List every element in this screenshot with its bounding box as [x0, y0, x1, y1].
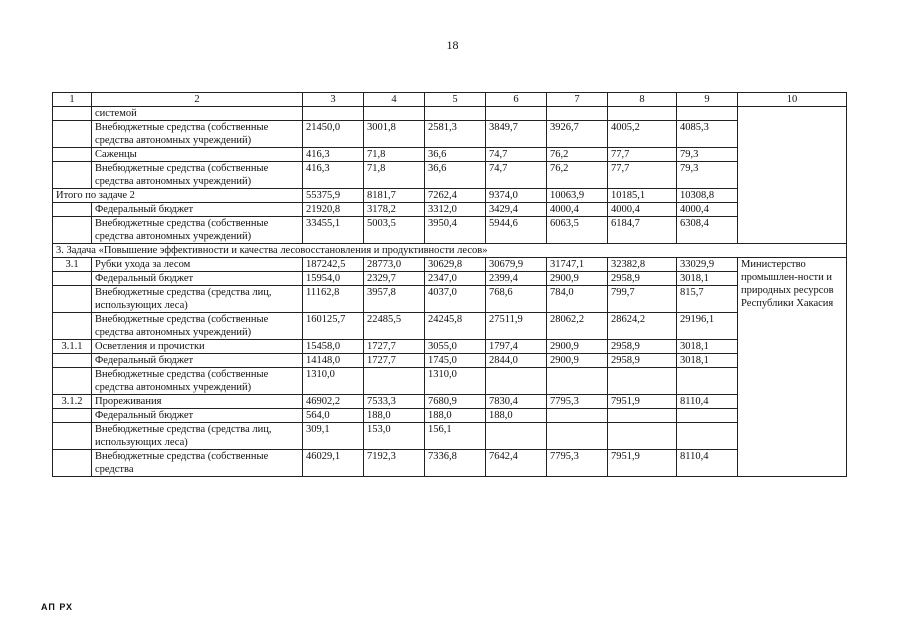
row-number: [53, 121, 92, 148]
value-cell: 28624,2: [608, 313, 677, 340]
value-cell: 3926,7: [547, 121, 608, 148]
table-header-row: [53, 93, 847, 107]
value-cell: 79,3: [677, 162, 738, 189]
row-description: Федеральный бюджет: [92, 409, 303, 423]
value-cell: [608, 368, 677, 395]
row-description: Рубки ухода за лесом: [92, 258, 303, 272]
value-cell: 15954,0: [303, 272, 364, 286]
value-cell: 3001,8: [364, 121, 425, 148]
value-cell: 416,3: [303, 148, 364, 162]
value-cell: 6308,4: [677, 217, 738, 244]
row-number: [53, 450, 92, 477]
table-row: [53, 368, 847, 395]
value-cell: 2900,9: [547, 340, 608, 354]
value-cell: 22485,5: [364, 313, 425, 340]
value-cell: 416,3: [303, 162, 364, 189]
value-cell: 799,7: [608, 286, 677, 313]
column-header: 1: [53, 93, 92, 107]
table-row: [53, 258, 847, 272]
value-cell: [677, 107, 738, 121]
value-cell: [364, 107, 425, 121]
value-cell: 3018,1: [677, 272, 738, 286]
row-description: системой: [92, 107, 303, 121]
value-cell: 3018,1: [677, 354, 738, 368]
value-cell: 4037,0: [425, 286, 486, 313]
column-header: 6: [486, 93, 547, 107]
value-cell: 2347,0: [425, 272, 486, 286]
value-cell: 7795,3: [547, 395, 608, 409]
row-description: Внебюджетные средства (собственные средства автономных учреждений): [92, 121, 303, 148]
row-description: Внебюджетные средства (собственные средства автономных учреждений): [92, 162, 303, 189]
table-row: [53, 450, 847, 477]
row-description: Внебюджетные средства (средства лиц, использующих леса): [92, 423, 303, 450]
table-row: [53, 272, 847, 286]
row-description: Внебюджетные средства (собственные средства: [92, 450, 303, 477]
value-cell: 3055,0: [425, 340, 486, 354]
value-cell: 33455,1: [303, 217, 364, 244]
value-cell: 15458,0: [303, 340, 364, 354]
value-cell: 55375,9: [303, 189, 364, 203]
value-cell: 7192,3: [364, 450, 425, 477]
column-header: 4: [364, 93, 425, 107]
value-cell: 815,7: [677, 286, 738, 313]
value-cell: 10185,1: [608, 189, 677, 203]
value-cell: 74,7: [486, 148, 547, 162]
value-cell: 36,6: [425, 162, 486, 189]
value-cell: 309,1: [303, 423, 364, 450]
row-description: Федеральный бюджет: [92, 203, 303, 217]
row-description: Внебюджетные средства (собственные средства автономных учреждений): [92, 313, 303, 340]
responsible-cell-empty: [738, 107, 847, 244]
value-cell: 77,7: [608, 148, 677, 162]
value-cell: 188,0: [425, 409, 486, 423]
footer-code: АП РХ: [41, 602, 74, 612]
value-cell: 2900,9: [547, 272, 608, 286]
value-cell: 3018,1: [677, 340, 738, 354]
value-cell: 7336,8: [425, 450, 486, 477]
value-cell: [547, 107, 608, 121]
table-row: [53, 286, 847, 313]
row-description: Внебюджетные средства (собственные средства автономных учреждений): [92, 368, 303, 395]
value-cell: 1745,0: [425, 354, 486, 368]
value-cell: [486, 423, 547, 450]
value-cell: 2399,4: [486, 272, 547, 286]
value-cell: 2900,9: [547, 354, 608, 368]
value-cell: 2958,9: [608, 272, 677, 286]
row-description: Федеральный бюджет: [92, 354, 303, 368]
value-cell: 3950,4: [425, 217, 486, 244]
row-description: Внебюджетные средства (средства лиц, использующих леса): [92, 286, 303, 313]
value-cell: 4000,4: [677, 203, 738, 217]
row-number: [53, 354, 92, 368]
value-cell: [608, 423, 677, 450]
value-cell: 3312,0: [425, 203, 486, 217]
value-cell: 2958,9: [608, 340, 677, 354]
value-cell: 8110,4: [677, 395, 738, 409]
value-cell: 21450,0: [303, 121, 364, 148]
value-cell: 33029,9: [677, 258, 738, 272]
value-cell: 188,0: [364, 409, 425, 423]
table-row: [53, 121, 847, 148]
table-row: [53, 244, 847, 258]
value-cell: 1727,7: [364, 354, 425, 368]
value-cell: 46029,1: [303, 450, 364, 477]
table-row: [53, 354, 847, 368]
row-number: [53, 107, 92, 121]
row-number: 3.1.1: [53, 340, 92, 354]
value-cell: 156,1: [425, 423, 486, 450]
value-cell: 11162,8: [303, 286, 364, 313]
value-cell: 7951,9: [608, 450, 677, 477]
row-number: [53, 423, 92, 450]
value-cell: 28773,0: [364, 258, 425, 272]
value-cell: 74,7: [486, 162, 547, 189]
value-cell: 3429,4: [486, 203, 547, 217]
row-number: [53, 162, 92, 189]
value-cell: 28062,2: [547, 313, 608, 340]
value-cell: 564,0: [303, 409, 364, 423]
value-cell: 2958,9: [608, 354, 677, 368]
budget-table: [52, 92, 847, 477]
table-row: [53, 148, 847, 162]
value-cell: 7951,9: [608, 395, 677, 409]
value-cell: 6184,7: [608, 217, 677, 244]
value-cell: 36,6: [425, 148, 486, 162]
value-cell: 4085,3: [677, 121, 738, 148]
value-cell: 1727,7: [364, 340, 425, 354]
value-cell: 7830,4: [486, 395, 547, 409]
table-row: [53, 423, 847, 450]
value-cell: 2329,7: [364, 272, 425, 286]
row-description: Федеральный бюджет: [92, 272, 303, 286]
value-cell: 7533,3: [364, 395, 425, 409]
value-cell: 160125,7: [303, 313, 364, 340]
row-number: [53, 286, 92, 313]
value-cell: [677, 368, 738, 395]
value-cell: 3178,2: [364, 203, 425, 217]
value-cell: 1310,0: [425, 368, 486, 395]
total-label: Итого по задаче 2: [53, 189, 303, 203]
table-row: [53, 409, 847, 423]
value-cell: [677, 409, 738, 423]
value-cell: 4000,4: [547, 203, 608, 217]
row-number: 3.1.2: [53, 395, 92, 409]
value-cell: 32382,8: [608, 258, 677, 272]
table-row: [53, 107, 847, 121]
value-cell: 76,2: [547, 162, 608, 189]
value-cell: 27511,9: [486, 313, 547, 340]
value-cell: [547, 368, 608, 395]
value-cell: 71,8: [364, 148, 425, 162]
row-number: [53, 313, 92, 340]
section-heading: 3. Задача «Повышение эффективности и качества лесовосстановления и продуктивности лесов»: [53, 244, 847, 258]
value-cell: 7262,4: [425, 189, 486, 203]
row-description: Осветления и прочистки: [92, 340, 303, 354]
value-cell: 10308,8: [677, 189, 738, 203]
value-cell: [608, 107, 677, 121]
value-cell: [677, 423, 738, 450]
value-cell: 153,0: [364, 423, 425, 450]
value-cell: 8110,4: [677, 450, 738, 477]
responsible-executor: Министерство промышлен-ности и природных ресурсов Республики Хакасия: [738, 258, 847, 477]
table-row: [53, 203, 847, 217]
row-number: [53, 148, 92, 162]
value-cell: 7642,4: [486, 450, 547, 477]
value-cell: 2844,0: [486, 354, 547, 368]
value-cell: 30629,8: [425, 258, 486, 272]
value-cell: [425, 107, 486, 121]
column-header: 9: [677, 93, 738, 107]
row-number: [53, 272, 92, 286]
value-cell: 14148,0: [303, 354, 364, 368]
value-cell: 9374,0: [486, 189, 547, 203]
value-cell: 5003,5: [364, 217, 425, 244]
value-cell: 10063,9: [547, 189, 608, 203]
row-description: Внебюджетные средства (собственные средства автономных учреждений): [92, 217, 303, 244]
value-cell: 4000,4: [608, 203, 677, 217]
value-cell: 31747,1: [547, 258, 608, 272]
value-cell: 187242,5: [303, 258, 364, 272]
column-header: 7: [547, 93, 608, 107]
value-cell: [547, 409, 608, 423]
value-cell: 3957,8: [364, 286, 425, 313]
value-cell: 6063,5: [547, 217, 608, 244]
column-header: 3: [303, 93, 364, 107]
table-row: [53, 189, 847, 203]
value-cell: 3849,7: [486, 121, 547, 148]
table-row: [53, 313, 847, 340]
row-number: [53, 203, 92, 217]
column-header: 5: [425, 93, 486, 107]
value-cell: 46902,2: [303, 395, 364, 409]
column-header: 10: [738, 93, 847, 107]
value-cell: 8181,7: [364, 189, 425, 203]
table-row: [53, 340, 847, 354]
value-cell: 7795,3: [547, 450, 608, 477]
value-cell: [303, 107, 364, 121]
table-row: [53, 395, 847, 409]
value-cell: 188,0: [486, 409, 547, 423]
value-cell: 24245,8: [425, 313, 486, 340]
value-cell: 1310,0: [303, 368, 364, 395]
value-cell: 30679,9: [486, 258, 547, 272]
row-number: [53, 368, 92, 395]
value-cell: 784,0: [547, 286, 608, 313]
row-number: [53, 217, 92, 244]
row-description: Прореживания: [92, 395, 303, 409]
column-header: 8: [608, 93, 677, 107]
value-cell: 79,3: [677, 148, 738, 162]
value-cell: 76,2: [547, 148, 608, 162]
value-cell: [486, 368, 547, 395]
value-cell: 768,6: [486, 286, 547, 313]
page-number: 18: [446, 38, 459, 52]
row-number: [53, 409, 92, 423]
value-cell: 77,7: [608, 162, 677, 189]
value-cell: 1797,4: [486, 340, 547, 354]
value-cell: 5944,6: [486, 217, 547, 244]
value-cell: 71,8: [364, 162, 425, 189]
table-row: [53, 217, 847, 244]
value-cell: [364, 368, 425, 395]
value-cell: 7680,9: [425, 395, 486, 409]
column-header: 2: [92, 93, 303, 107]
table-row: [53, 162, 847, 189]
value-cell: 4005,2: [608, 121, 677, 148]
value-cell: 21920,8: [303, 203, 364, 217]
value-cell: [486, 107, 547, 121]
value-cell: [608, 409, 677, 423]
value-cell: [547, 423, 608, 450]
value-cell: 2581,3: [425, 121, 486, 148]
row-description: Саженцы: [92, 148, 303, 162]
value-cell: 29196,1: [677, 313, 738, 340]
row-number: 3.1: [53, 258, 92, 272]
